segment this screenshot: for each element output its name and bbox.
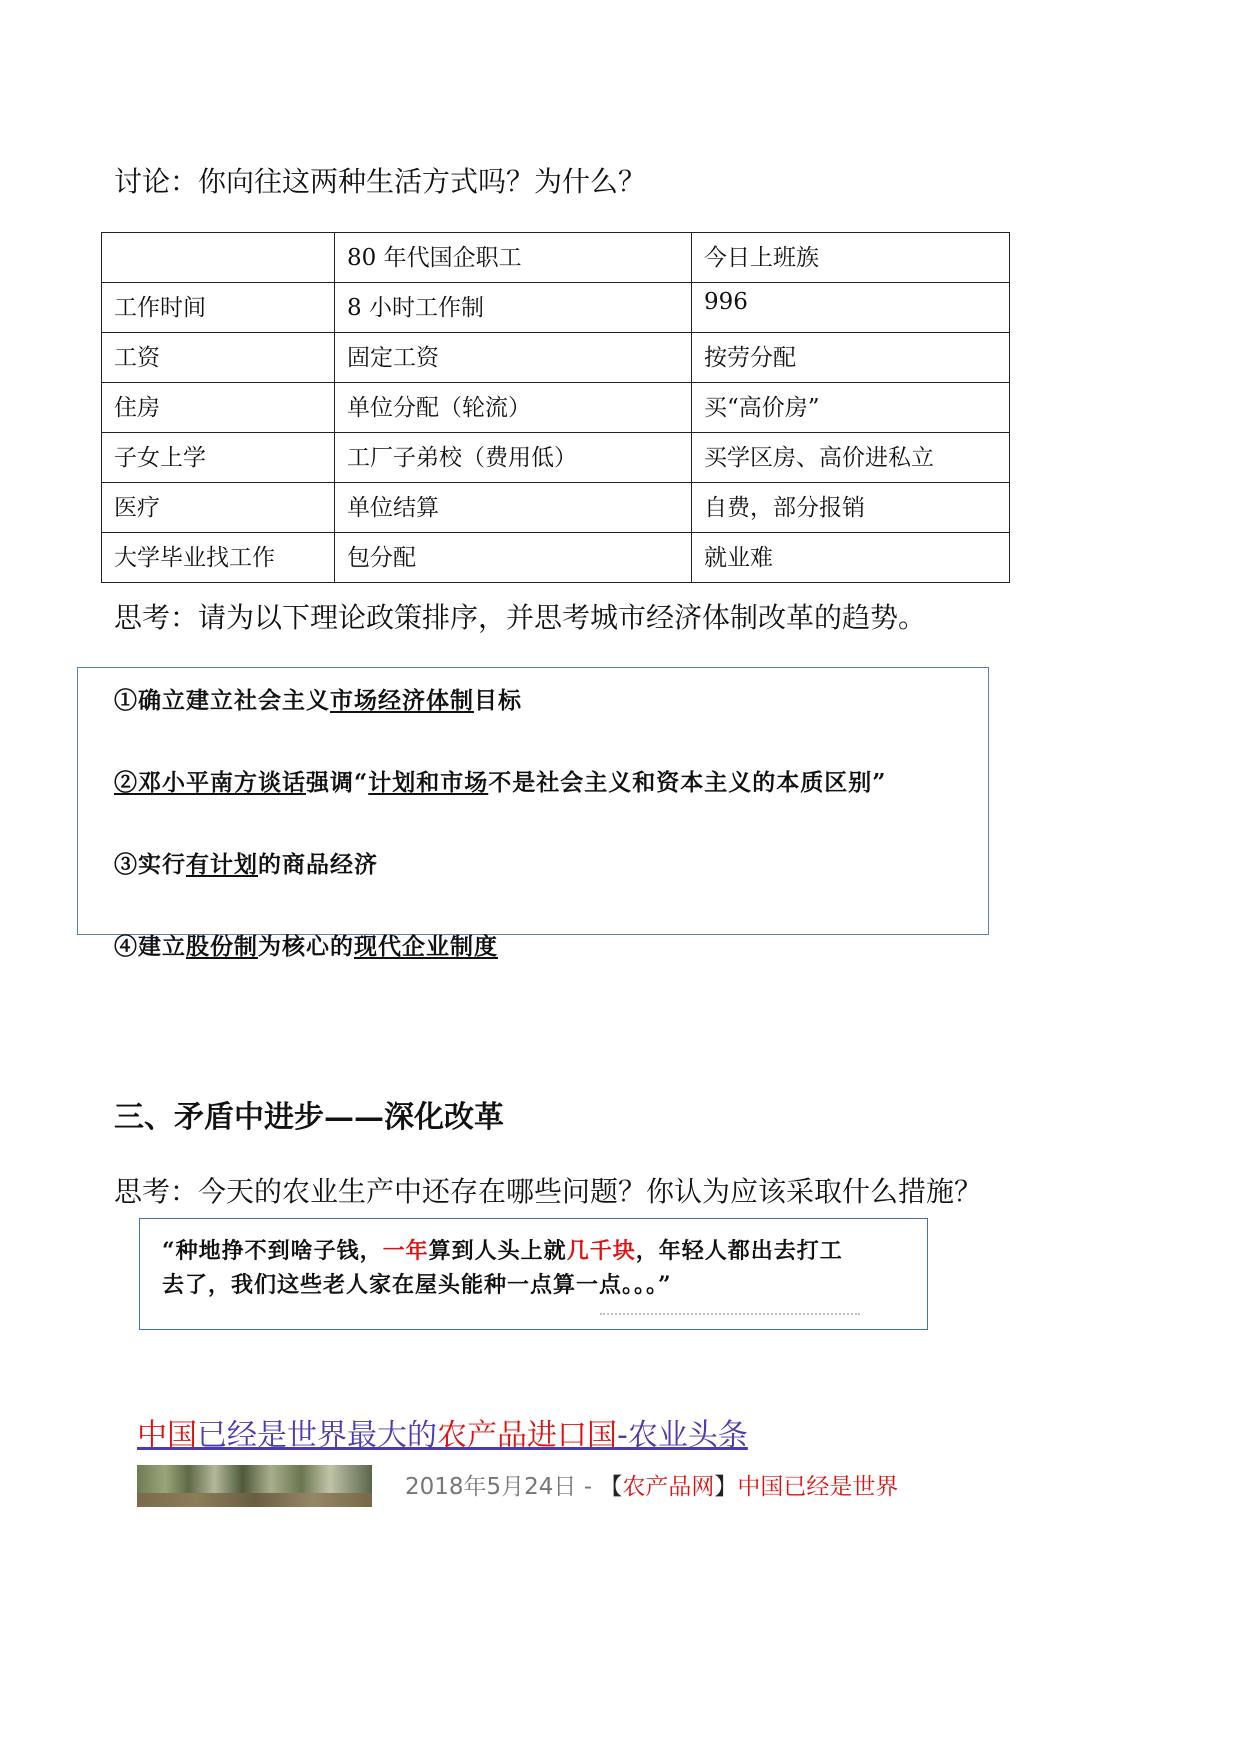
table-header-row xyxy=(102,233,1010,283)
table-row xyxy=(102,433,1010,483)
policy-2-key: 邓小平南方谈话 xyxy=(138,769,306,796)
policy-3-prefix: ③实行 xyxy=(114,851,186,878)
row-label: 工资 xyxy=(102,333,335,383)
cell-today: 自费，部分报销 xyxy=(692,483,1010,533)
policy-1-prefix: ①确立建立社会主义 xyxy=(114,687,330,714)
table-row xyxy=(102,283,1010,333)
news-title-part: 已经是世界最大的 xyxy=(197,1418,437,1453)
policy-4-mid: 为核心的 xyxy=(258,933,354,960)
row-label: 工作时间 xyxy=(102,283,335,333)
policy-4-prefix: ④建立 xyxy=(114,933,186,960)
cell-80s: 固定工资 xyxy=(335,333,692,383)
quote-text: ，年轻人都出去打工 xyxy=(635,1238,843,1264)
policy-2-prefix: ② xyxy=(114,769,138,796)
header-cell-today-worker: 今日上班族 xyxy=(692,233,1010,283)
policy-2-key2: 计划和市场 xyxy=(368,769,489,796)
row-label: 子女上学 xyxy=(102,433,335,483)
quote-line-2: 去了，我们这些老人家在屋头能种一点算一点。。。” xyxy=(162,1272,672,1298)
news-thumbnail[interactable] xyxy=(137,1465,372,1507)
row-label: 住房 xyxy=(102,383,335,433)
policy-2-suffix: 不是社会主义和资本主义的本质区别” xyxy=(488,769,887,796)
news-source: 农产品网 xyxy=(622,1474,715,1500)
policy-3-suffix: 的商品经济 xyxy=(258,851,378,878)
news-bracket-close: 】 xyxy=(714,1474,738,1500)
table-row xyxy=(102,333,1010,383)
policy-2-mid: 强调“ xyxy=(306,769,369,796)
policy-item-2 xyxy=(114,764,886,797)
news-title-link[interactable] xyxy=(137,1410,748,1454)
quote-text: 算到人头上就 xyxy=(428,1238,567,1264)
policy-4-key2: 现代企业制度 xyxy=(354,933,498,960)
think-prompt-agriculture: 思考：今天的农业生产中还存在哪些问题？你认为应该采取什么措施？ xyxy=(114,1175,983,1208)
quote-line-1 xyxy=(162,1234,843,1265)
think-prompt-policy: 思考：请为以下理论政策排序，并思考城市经济体制改革的趋势。 xyxy=(114,601,927,634)
news-title-keyword: 农产品进口国 xyxy=(437,1418,617,1453)
section-heading: 三、矛盾中进步——深化改革 xyxy=(114,1100,504,1135)
comparison-table xyxy=(101,232,1010,583)
quote-text: “种地挣不到啥子钱， xyxy=(162,1238,383,1264)
policy-4-key: 股份制 xyxy=(186,933,258,960)
cell-80s: 单位分配（轮流） xyxy=(335,383,692,433)
table-row xyxy=(102,383,1010,433)
news-title-keyword: 中国 xyxy=(137,1418,197,1453)
table-row xyxy=(102,483,1010,533)
policy-1-key: 市场经济体制 xyxy=(330,687,474,714)
cell-80s: 8 小时工作制 xyxy=(335,283,692,333)
header-cell-80s-worker: 80 年代国企职工 xyxy=(335,233,692,283)
cell-80s: 工厂子弟校（费用低） xyxy=(335,433,692,483)
quote-highlight-year: 一年 xyxy=(382,1238,429,1264)
news-bracket-open: 【 xyxy=(599,1474,623,1500)
cropped-text-remnant xyxy=(600,1313,860,1318)
cell-today: 按劳分配 xyxy=(692,333,1010,383)
news-date: 2018年5月24日 - xyxy=(405,1474,600,1500)
row-label: 医疗 xyxy=(102,483,335,533)
news-snippet: 中国已经是世界 xyxy=(737,1474,899,1500)
cell-today: 996 xyxy=(692,283,1010,333)
table-row xyxy=(102,533,1010,583)
discussion-prompt: 讨论：你向往这两种生活方式吗？为什么？ xyxy=(114,165,647,198)
cell-today: 就业难 xyxy=(692,533,1010,583)
policy-item-1 xyxy=(114,682,522,715)
policy-item-4 xyxy=(114,928,498,961)
cell-80s: 单位结算 xyxy=(335,483,692,533)
cell-today: 买学区房、高价进私立 xyxy=(692,433,1010,483)
news-meta xyxy=(405,1468,917,1501)
cell-today: 买“高价房” xyxy=(692,383,1010,433)
quote-highlight-amount: 几千块 xyxy=(566,1238,636,1264)
policy-item-3 xyxy=(114,846,378,879)
row-label: 大学毕业找工作 xyxy=(102,533,335,583)
policy-3-key: 有计划 xyxy=(186,851,258,878)
cell-80s: 包分配 xyxy=(335,533,692,583)
header-cell-empty xyxy=(102,233,335,283)
news-title-part: -农业头条 xyxy=(617,1418,748,1453)
policy-1-suffix: 目标 xyxy=(474,687,522,714)
